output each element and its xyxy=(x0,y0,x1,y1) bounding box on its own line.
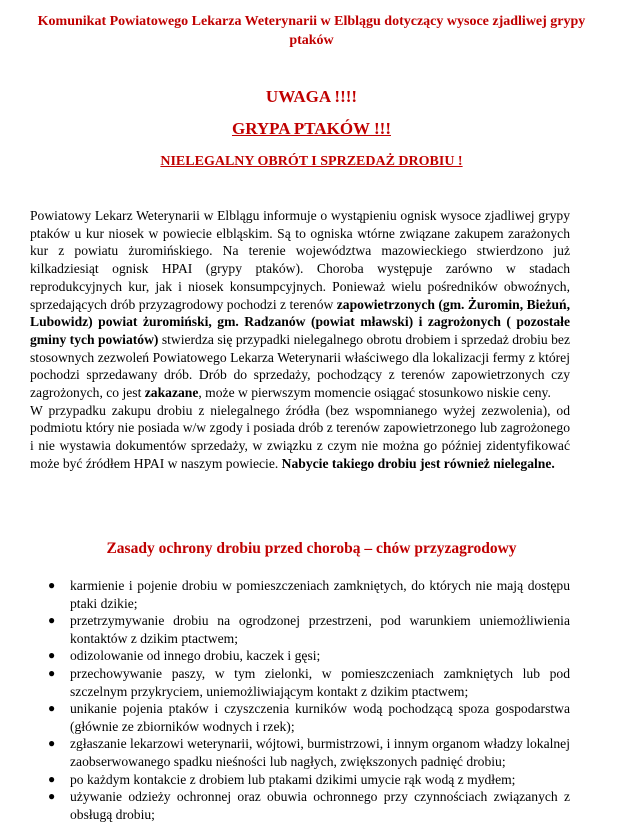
list-item xyxy=(48,771,570,789)
list-item-text: karmienie i pojenie drobiu w pomieszczeniach zamkniętych, do których nie mają dostępu ptaki dzikie; xyxy=(70,578,570,611)
bullet-icon: ● xyxy=(48,648,56,663)
bullet-icon: ● xyxy=(48,665,56,680)
list-item xyxy=(48,788,570,823)
list-item-text: po każdym kontakcie z drobiem lub ptakami dzikimi umycie rąk wodą z mydłem; xyxy=(70,771,516,787)
list-item-text: przetrzymywanie drobiu na ogrodzonej przestrzeni, pod warunkiem uniemożliwienia kontaktów z dzikim ptactwem; xyxy=(70,613,570,646)
list-item-text: unikanie pojenia ptaków i czyszczenia kurników wodą pochodzącą spoza gospodarstwa (głównie ze zbiorników wodnych i rzek); xyxy=(70,701,570,734)
list-item-text: przechowywanie paszy, w tym zielonki, w pomieszczeniach zamkniętych lub pod szczelnym przykryciem, uniemożliwiającym kontakt z dzikim ptactwem; xyxy=(70,665,570,699)
list-item xyxy=(48,665,570,700)
announcement-paragraph-2 xyxy=(30,402,570,473)
warning-heading-bird-flu: GRYPA PTAKÓW !!! xyxy=(231,119,391,138)
list-item xyxy=(48,612,570,647)
paragraph-1-bold-zones: zapowietrzonych (gm. Żuromin, Bieżuń, Lubowidz) powiat żuromiński, gm. Radzanów (powiat mławski) i zagrożonych ( pozostałe gminy tych powiatów) xyxy=(30,296,570,347)
list-item-text: zgłaszanie lekarzowi weterynarii, wójtowi, burmistrzowi, i innym organom władzy lokalnej zaobserwowanego spadku nieśności lub nagłych, zwiększonych padnięć drobiu; xyxy=(70,736,570,769)
announcement-paragraph-1 xyxy=(30,207,570,402)
rules-list xyxy=(48,577,570,823)
document-title: Komunikat Powiatowego Lekarza Weterynarii w Elblągu dotyczący wysoce zjadliwej grypy ptaków xyxy=(37,14,586,48)
list-item xyxy=(48,647,570,665)
list-item xyxy=(48,700,570,735)
paragraph-1-text-b: stwierdza się przypadki nielegalnego obrotu drobiem i sprzedaż drobiu bez stosownych zezwoleń Powiatowego Lekarza Weterynarii właściwego dla lokalizacji fermy z której pochodzi sprzedawany drób. Drób do sprzedaży, pochodzący z terenów zapowietrzonych czy zagrożonych, co jest xyxy=(30,331,570,401)
bullet-icon: ● xyxy=(48,578,56,592)
list-item-text: odizolowanie od innego drobiu, kaczek i gęsi; xyxy=(70,648,321,664)
list-item-text: używanie odzieży ochronnej oraz obuwia ochronnego przy czynnościach związanych z obsługą drobiu; xyxy=(70,789,570,822)
rules-heading: Zasady ochrony drobiu przed chorobą – chów przyzagrodowy xyxy=(106,540,517,557)
paragraph-1-text-c: , może w pierwszym momencie osiągać stosunkowo niskie ceny. xyxy=(198,385,551,401)
bullet-icon: ● xyxy=(48,701,56,716)
paragraph-1-bold-forbidden: zakazane xyxy=(144,385,199,401)
warning-heading-illegal-trade: NIELEGALNY OBRÓT I SPRZEDAŻ DROBIU ! xyxy=(160,154,463,169)
paragraph-2-text: W przypadku zakupu drobiu z nielegalnego źródła (bez wspomnianego wyżej zezwolenia), od podmiotu który nie posiada w/w zgody i posiada drób z terenów zapowietrzonego lub zagrożonego i nie wystawia dokumentów sprzedaży, w związku z czym nie można go później zidentyfikować może być źródłem HPAI w naszym powiecie. xyxy=(30,402,570,471)
bullet-icon: ● xyxy=(48,613,56,628)
list-item xyxy=(48,735,570,770)
paragraph-1-text-a: Powiatowy Lekarz Weterynarii w Elblągu informuje o wystąpieniu ognisk wysoce zjadliwej grypy ptaków u kur niosek w powiecie elbląskim. Są to ogniska wtórne związane zakupem zarażonych kur z powiatu żuromińskiego. Na terenie województwa mazowieckiego stwierdzono już kilkadziesiąt ognisk HPAI (grypy ptaków). Choroba występuje zarówno w stadach reprodukcyjnych kur, jak i niosek konsumpcyjnych. Ponieważ wielu pośredników obwoźnych, sprzedających drób przyzagrodowy pochodzi z terenów xyxy=(30,208,570,312)
announcement-body xyxy=(30,207,570,473)
paragraph-2-bold-illegal: Nabycie takiego drobiu jest również nielegalne. xyxy=(281,455,555,471)
list-item xyxy=(48,577,570,612)
bullet-icon: ● xyxy=(48,789,56,804)
bullet-icon: ● xyxy=(48,771,56,786)
bullet-icon: ● xyxy=(48,736,56,751)
warning-heading-uwaga: UWAGA !!!! xyxy=(265,87,358,106)
